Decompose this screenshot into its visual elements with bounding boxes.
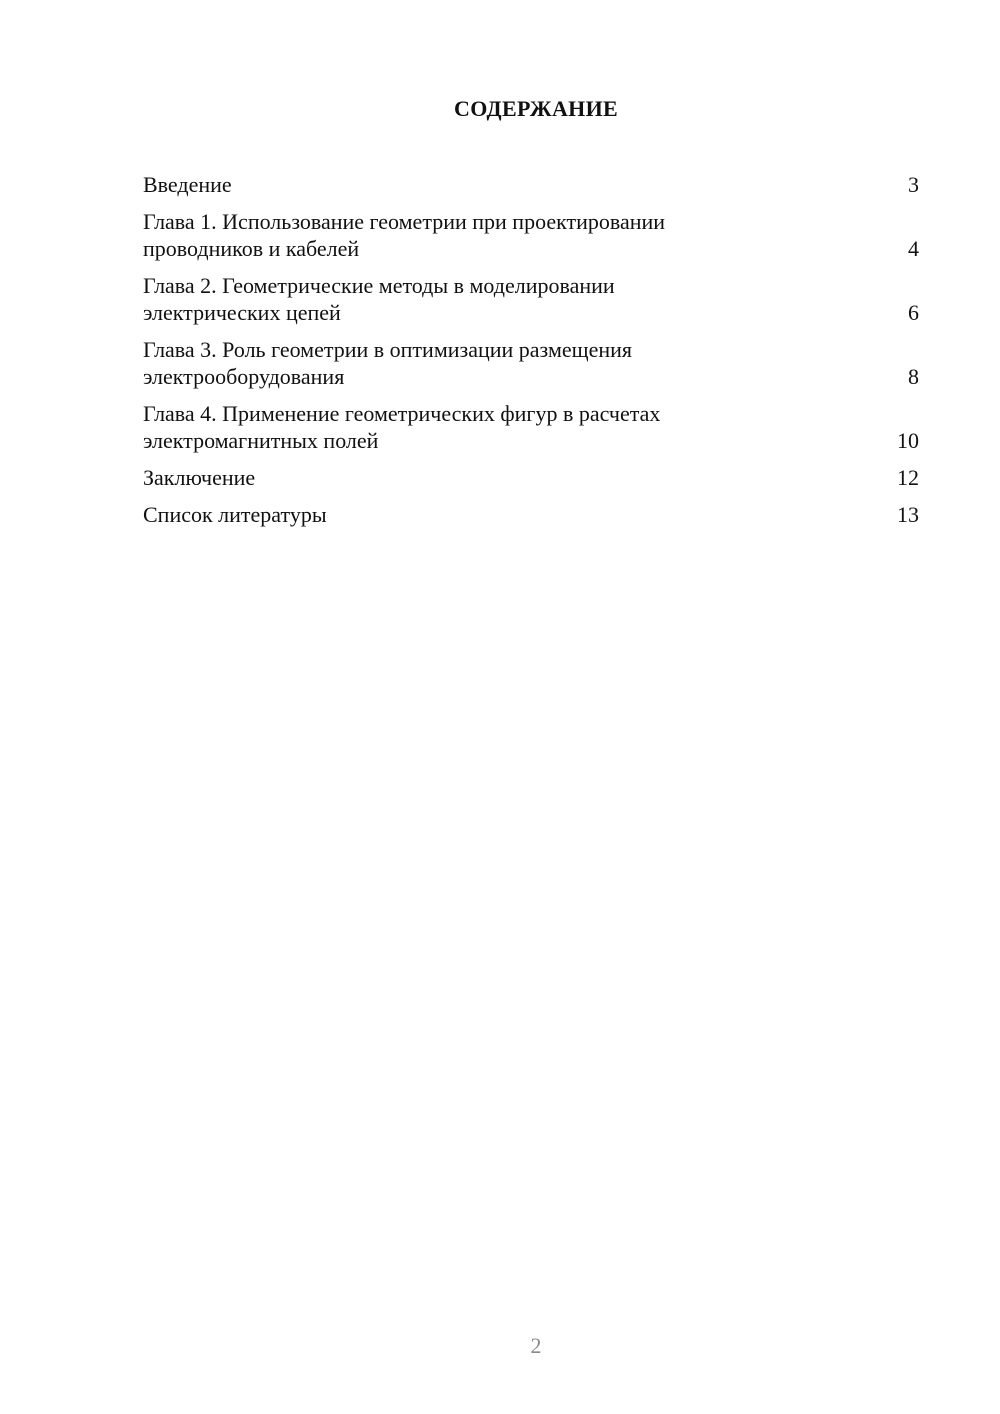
toc-entry-text: Глава 1. Использование геометрии при проектировании <box>143 209 666 234</box>
toc-page-number: 12 <box>897 465 919 490</box>
toc-entry-introduction <box>143 171 919 198</box>
toc-page-number: 8 <box>908 364 919 389</box>
toc-entry-chapter-1 <box>143 208 919 262</box>
toc-page-number: 13 <box>897 502 919 527</box>
toc-page-number: 10 <box>897 428 919 453</box>
toc-entry-text: Глава 2. Геометрические методы в моделировании <box>143 273 615 298</box>
toc-entry-chapter-4 <box>143 400 919 454</box>
toc-entry-chapter-3 <box>143 336 919 390</box>
toc-entry-text: Глава 4. Применение геометрических фигур в расчетах <box>143 401 661 426</box>
toc-entry-text: Введение <box>143 172 232 197</box>
toc-page-number: 3 <box>908 172 919 197</box>
toc-entry-text: электрических цепей <box>143 300 341 325</box>
toc-entry-conclusion <box>143 464 919 491</box>
toc-page-number: 6 <box>908 300 919 325</box>
toc-entry-text: электромагнитных полей <box>143 428 379 453</box>
toc-entry-text: Заключение <box>143 465 256 490</box>
toc-entry-text: электрооборудования <box>143 364 345 389</box>
toc-page-number: 4 <box>908 236 919 261</box>
toc-entry-chapter-2 <box>143 272 919 326</box>
table-of-contents <box>143 171 919 538</box>
toc-entry-text: проводников и кабелей <box>143 236 360 261</box>
toc-entry-text: Глава 3. Роль геометрии в оптимизации размещения <box>143 337 632 362</box>
page-title: СОДЕРЖАНИЕ <box>454 96 618 121</box>
toc-entry-text: Список литературы <box>143 502 327 527</box>
toc-entry-references <box>143 501 919 528</box>
footer-page-number: 2 <box>530 1333 542 1358</box>
